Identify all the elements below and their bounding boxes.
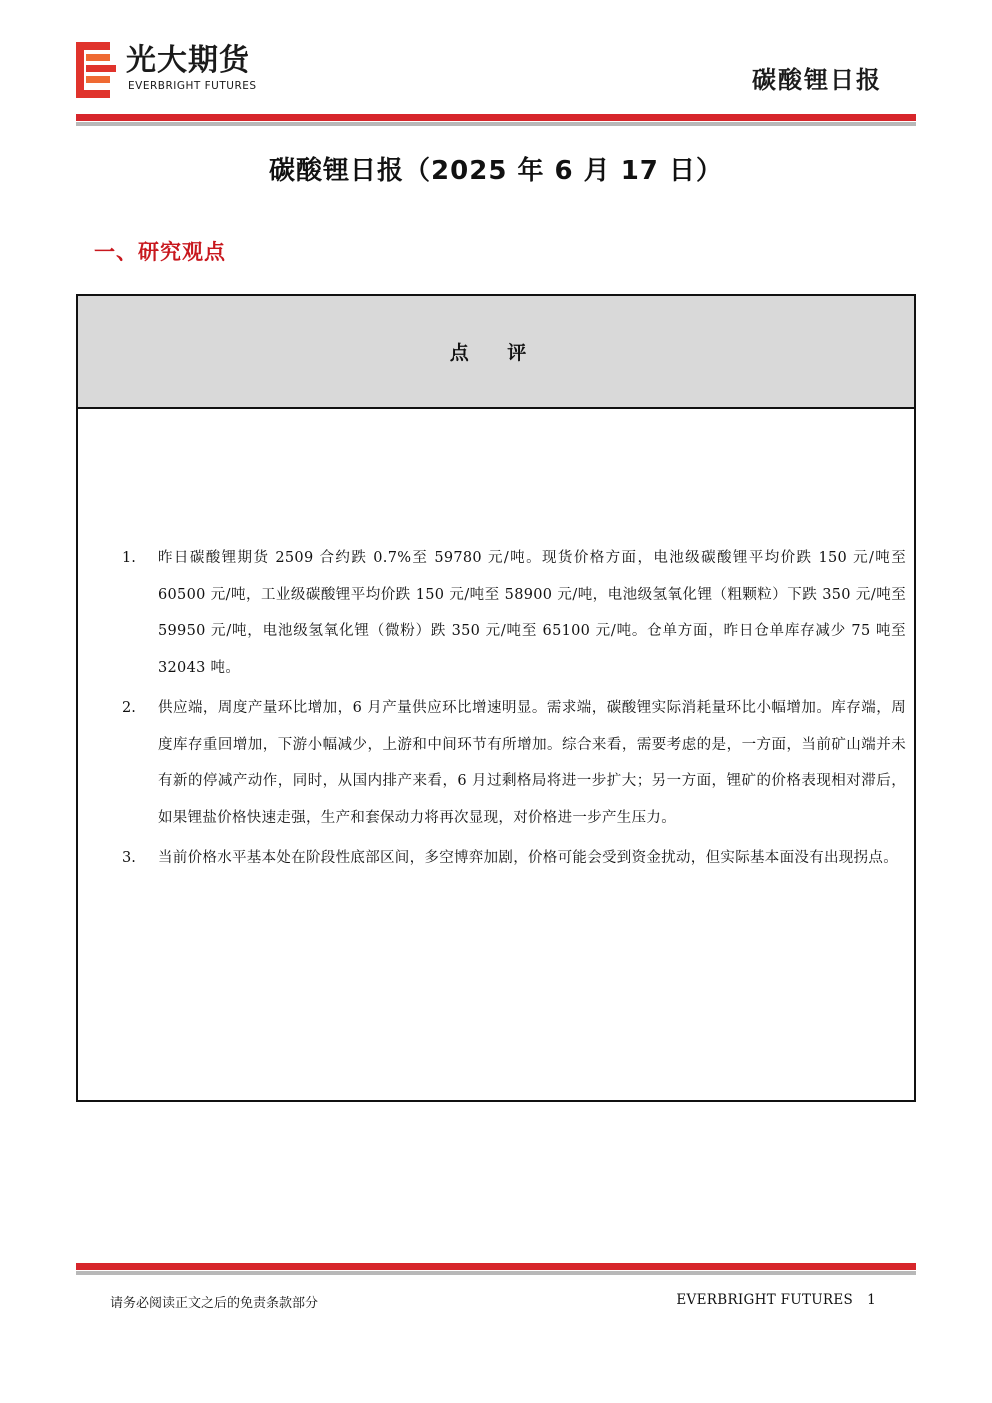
header-divider-gray [76, 122, 916, 126]
document-title: 碳酸锂日报（2025 年 6 月 17 日） [269, 156, 723, 186]
list-item-text: 昨日碳酸锂期货 2509 合约跌 0.7%至 59780 元/吨。现货价格方面，电池级碳酸锂平均价跌 150 元/吨至 60500 元/吨，工业级碳酸锂平均价跌 150 元/吨至 58900 元/吨，电池级氢氧化锂（粗颗粒）下跌 350 元/吨至 59950 元/吨，电池级氢氧化锂（微粉）跌 350 元/吨至 65100 元/吨。仓单方面，昨日仓单库存减少 75 吨至 32043 吨。 [158, 550, 906, 676]
list-item-text: 当前价格水平基本处在阶段性底部区间，多空博弈加剧，价格可能会受到资金扰动，但实际基本面没有出现拐点。 [158, 850, 898, 866]
commentary-list [122, 540, 906, 881]
footer-divider-gray [76, 1271, 916, 1275]
footer-company [676, 1292, 876, 1308]
everbright-logo-icon [76, 42, 116, 98]
logo-name-cn: 光大期货 [126, 43, 250, 78]
list-item-number: 2. [122, 700, 136, 716]
section-heading: 一、研究观点 [94, 240, 226, 264]
list-item-number: 3. [122, 850, 136, 866]
footer-company-name: EVERBRIGHT FUTURES [676, 1292, 854, 1308]
report-type-header: 碳酸锂日报 [752, 66, 882, 94]
list-item [122, 840, 906, 877]
footer-disclaimer: 请务必阅读正文之后的免责条款部分 [110, 1296, 319, 1311]
list-item [122, 690, 906, 836]
company-logo [76, 42, 286, 98]
list-item-number: 1. [122, 550, 136, 566]
page-number: 1 [867, 1292, 876, 1308]
header-divider-red [76, 114, 916, 121]
commentary-box [76, 294, 916, 1102]
commentary-box-heading: 点 评 [78, 296, 914, 409]
footer-divider-red [76, 1263, 916, 1270]
list-item-text: 供应端，周度产量环比增加，6 月产量供应环比增速明显。需求端，碳酸锂实际消耗量环比小幅增加。库存端，周度库存重回增加，下游小幅减少，上游和中间环节有所增加。综合来看，需要考虑的是，一方面，当前矿山端并未有新的停减产动作，同时，从国内排产来看，6 月过剩格局将进一步扩大；另一方面，锂矿的价格表现相对滞后，如果锂盐价格快速走强，生产和套保动力将再次显现，对价格进一步产生压力。 [158, 700, 906, 826]
logo-name-en: EVERBRIGHT FUTURES [128, 80, 257, 92]
list-item [122, 540, 906, 686]
